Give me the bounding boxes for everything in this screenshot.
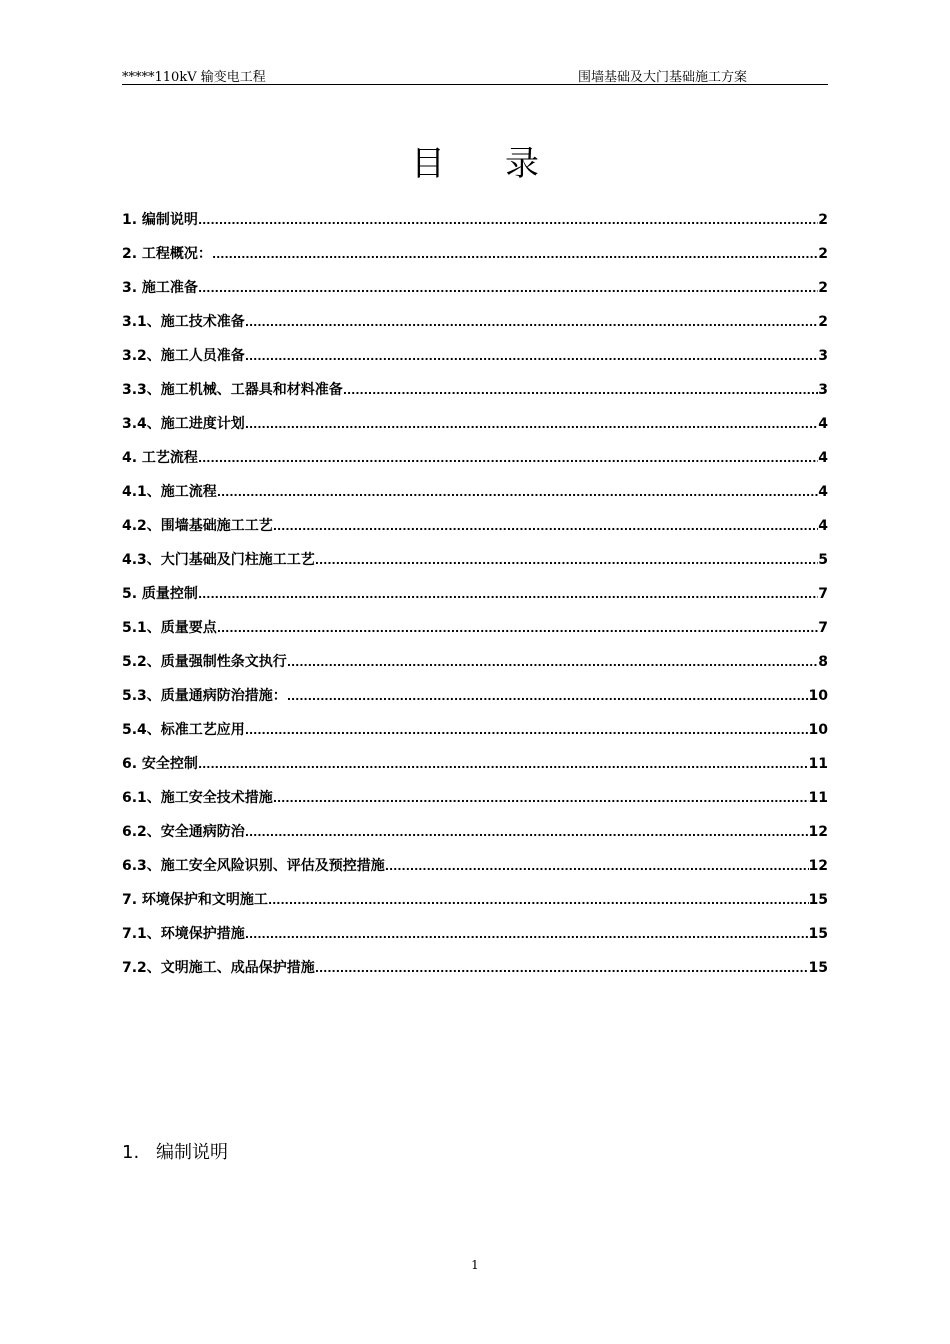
toc-title — [0, 136, 950, 185]
toc-entry-page: 5 — [818, 552, 828, 568]
toc-dot-leader — [198, 280, 818, 296]
toc-entry-label: 5.4、标准工艺应用 — [122, 722, 245, 738]
header-document-title: 围墙基础及大门基础施工方案 — [578, 70, 748, 85]
toc-entry[interactable] — [122, 243, 828, 277]
toc-entry[interactable] — [122, 787, 828, 821]
toc-entry-page: 4 — [818, 484, 828, 500]
toc-entry-page: 10 — [808, 722, 828, 738]
toc-entry-page: 2 — [818, 280, 828, 296]
toc-dot-leader — [343, 382, 818, 398]
toc-entry-page: 11 — [808, 790, 828, 806]
section-title: 编制说明 — [156, 1142, 228, 1163]
toc-dot-leader — [245, 416, 818, 432]
toc-entry-page: 10 — [808, 688, 828, 704]
toc-entry[interactable] — [122, 957, 828, 991]
table-of-contents — [122, 209, 828, 991]
toc-entry-label: 5.3、质量通病防治措施： — [122, 688, 287, 704]
toc-entry-page: 15 — [808, 960, 828, 976]
toc-entry-label: 1. 编制说明 — [122, 212, 198, 228]
toc-entry-label: 5.1、质量要点 — [122, 620, 217, 636]
section-number: 1. — [122, 1142, 140, 1163]
toc-dot-leader — [217, 484, 818, 500]
toc-entry[interactable] — [122, 413, 828, 447]
toc-entry-page: 15 — [808, 926, 828, 942]
toc-dot-leader — [245, 926, 809, 942]
toc-entry-page: 7 — [818, 620, 828, 636]
toc-entry-page: 8 — [818, 654, 828, 670]
toc-dot-leader — [198, 586, 818, 602]
toc-entry-label: 4.2、围墙基础施工工艺 — [122, 518, 273, 534]
toc-entry[interactable] — [122, 889, 828, 923]
toc-entry[interactable] — [122, 209, 828, 243]
toc-entry[interactable] — [122, 821, 828, 855]
toc-entry-label: 3.4、施工进度计划 — [122, 416, 245, 432]
toc-entry-label: 5.2、质量强制性条文执行 — [122, 654, 287, 670]
toc-entry[interactable] — [122, 651, 828, 685]
toc-entry[interactable] — [122, 481, 828, 515]
toc-entry-label: 7.1、环境保护措施 — [122, 926, 245, 942]
toc-entry-page: 4 — [818, 416, 828, 432]
toc-dot-leader — [287, 654, 818, 670]
toc-entry[interactable] — [122, 923, 828, 957]
toc-entry-label: 6.1、施工安全技术措施 — [122, 790, 273, 806]
toc-entry[interactable] — [122, 753, 828, 787]
toc-entry-label: 6.3、施工安全风险识别、评估及预控措施 — [122, 858, 385, 874]
page-header — [122, 66, 828, 85]
toc-dot-leader — [245, 824, 809, 840]
toc-dot-leader — [273, 518, 818, 534]
header-project-name: *****110kV 输变电工程 — [122, 70, 266, 85]
toc-entry-page: 12 — [808, 824, 828, 840]
toc-entry-label: 6. 安全控制 — [122, 756, 198, 772]
toc-entry-label: 5. 质量控制 — [122, 586, 198, 602]
toc-entry-page: 11 — [808, 756, 828, 772]
toc-entry-page: 12 — [808, 858, 828, 874]
toc-entry-label: 2. 工程概况： — [122, 246, 212, 262]
toc-entry-page: 4 — [818, 518, 828, 534]
toc-entry-page: 2 — [818, 246, 828, 262]
toc-entry[interactable] — [122, 277, 828, 311]
toc-entry-page: 2 — [818, 212, 828, 228]
toc-dot-leader — [315, 960, 809, 976]
toc-dot-leader — [217, 620, 818, 636]
toc-entry-page: 3 — [818, 382, 828, 398]
toc-entry[interactable] — [122, 345, 828, 379]
toc-dot-leader — [245, 348, 818, 364]
toc-dot-leader — [198, 212, 818, 228]
toc-entry-page: 2 — [818, 314, 828, 330]
toc-entry-label: 6.2、安全通病防治 — [122, 824, 245, 840]
toc-entry[interactable] — [122, 549, 828, 583]
toc-entry[interactable] — [122, 515, 828, 549]
toc-entry-label: 3. 施工准备 — [122, 280, 198, 296]
toc-dot-leader — [268, 892, 809, 908]
toc-entry[interactable] — [122, 685, 828, 719]
toc-entry-label: 3.1、施工技术准备 — [122, 314, 245, 330]
toc-entry-page: 15 — [808, 892, 828, 908]
toc-dot-leader — [245, 314, 818, 330]
toc-dot-leader — [287, 688, 809, 704]
toc-dot-leader — [212, 246, 818, 262]
toc-entry-page: 3 — [818, 348, 828, 364]
toc-entry[interactable] — [122, 311, 828, 345]
toc-entry-label: 3.3、施工机械、工器具和材料准备 — [122, 382, 343, 398]
toc-dot-leader — [198, 756, 809, 772]
toc-entry-label: 4. 工艺流程 — [122, 450, 198, 466]
toc-entry-label: 7.2、文明施工、成品保护措施 — [122, 960, 315, 976]
toc-entry-label: 4.3、大门基础及门柱施工工艺 — [122, 552, 315, 568]
toc-entry[interactable] — [122, 719, 828, 753]
toc-entry-label: 3.2、施工人员准备 — [122, 348, 245, 364]
toc-entry[interactable] — [122, 583, 828, 617]
section-heading — [122, 1138, 228, 1164]
toc-dot-leader — [315, 552, 818, 568]
toc-entry-label: 7. 环境保护和文明施工 — [122, 892, 268, 908]
page-number: 1 — [471, 1258, 479, 1272]
toc-entry-label: 4.1、施工流程 — [122, 484, 217, 500]
toc-entry[interactable] — [122, 447, 828, 481]
toc-entry-page: 7 — [818, 586, 828, 602]
toc-entry[interactable] — [122, 379, 828, 413]
toc-entry[interactable] — [122, 855, 828, 889]
toc-dot-leader — [245, 722, 809, 738]
toc-dot-leader — [198, 450, 818, 466]
toc-entry-page: 4 — [818, 450, 828, 466]
toc-dot-leader — [273, 790, 809, 806]
toc-dot-leader — [385, 858, 809, 874]
toc-entry[interactable] — [122, 617, 828, 651]
toc-title-char-2: 录 — [505, 144, 539, 184]
toc-title-char-1: 目 — [411, 144, 445, 184]
